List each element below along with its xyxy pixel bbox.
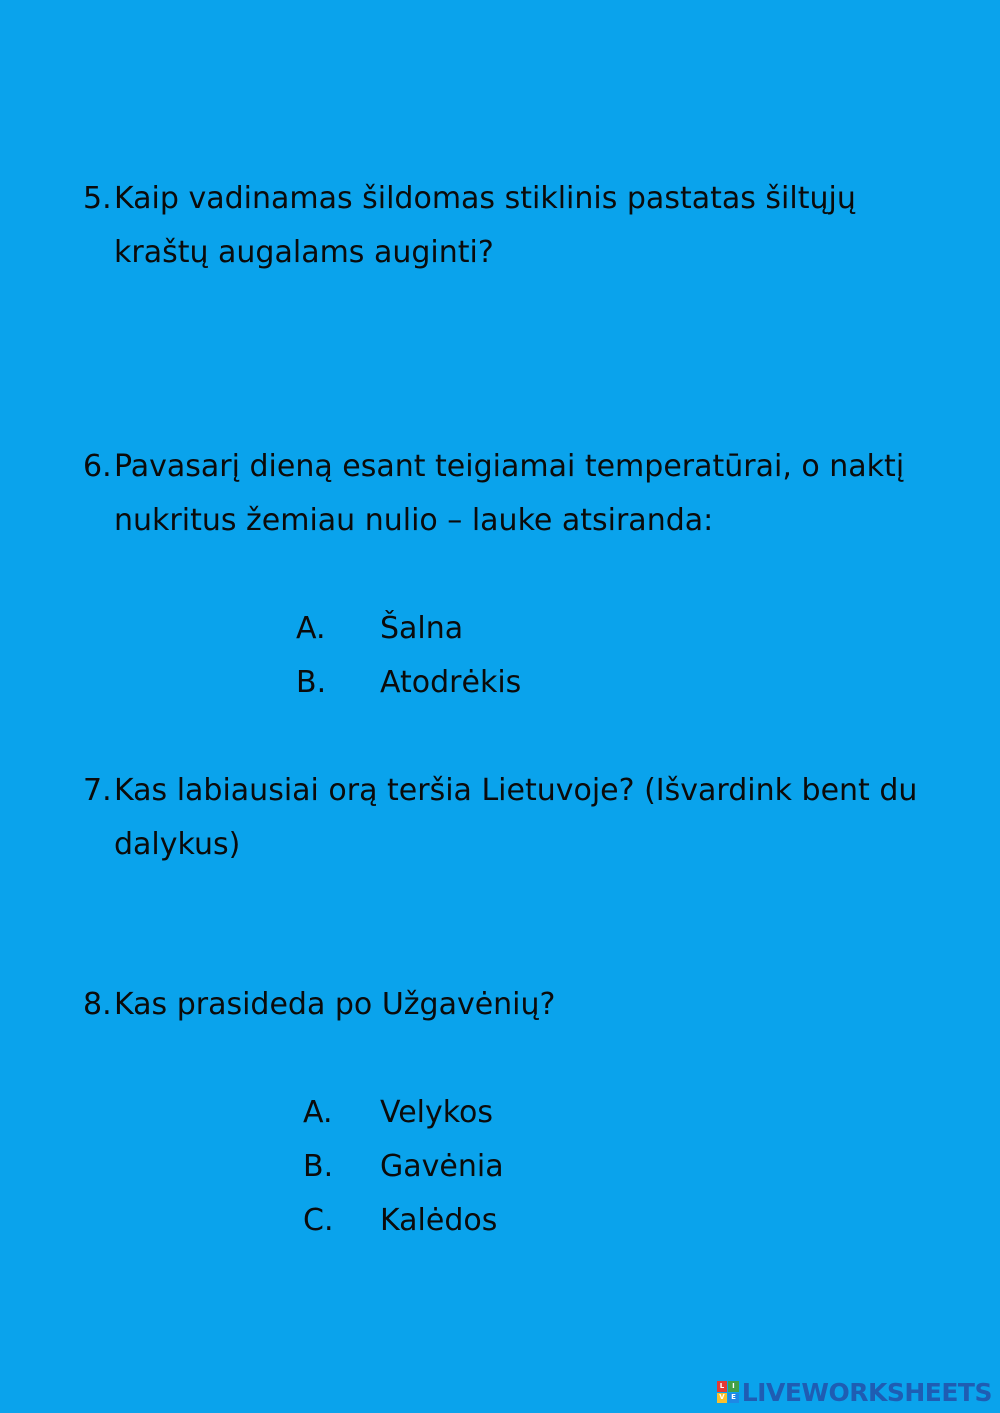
question-5 <box>83 172 943 280</box>
logo-text: LIVEWORKSHEETS <box>741 1377 992 1407</box>
option-letter: A. <box>296 611 326 646</box>
question-number: 8. <box>83 987 112 1022</box>
option-label: Gavėnia <box>380 1149 504 1184</box>
logo-mark-letter: I <box>728 1381 739 1392</box>
option-label: Velykos <box>380 1095 494 1130</box>
question-number: 7. <box>83 773 112 808</box>
logo-mark-icon <box>717 1381 739 1403</box>
option-letter: C. <box>303 1203 334 1238</box>
question-number: 5. <box>83 181 112 216</box>
option-label: Atodrėkis <box>380 665 522 700</box>
logo-mark-letter: L <box>717 1381 728 1392</box>
option-letter: B. <box>303 1149 334 1184</box>
option-letter: B. <box>296 665 327 700</box>
question-7 <box>83 764 943 872</box>
option-letter: A. <box>303 1095 333 1130</box>
question-text: Kas labiausiai orą teršia Lietuvoje? (Išvardink bent du dalykus) <box>114 773 918 862</box>
logo-mark-letter: V <box>717 1393 728 1404</box>
question-text: Kaip vadinamas šildomas stiklinis pastatas šiltųjų kraštų augalams auginti? <box>114 181 856 270</box>
question-text: Pavasarį dieną esant teigiamai temperatūrai, o naktį nukritus žemiau nulio – lauke atsiranda: <box>114 449 905 538</box>
option-label: Kalėdos <box>380 1203 498 1238</box>
question-text: Kas prasideda po Užgavėnių? <box>114 987 556 1022</box>
logo-mark-letter: E <box>728 1393 739 1404</box>
question-8 <box>83 978 943 1032</box>
option-label: Šalna <box>380 611 464 646</box>
liveworksheets-logo <box>717 1377 992 1407</box>
question-number: 6. <box>83 449 112 484</box>
question-6 <box>83 440 943 548</box>
